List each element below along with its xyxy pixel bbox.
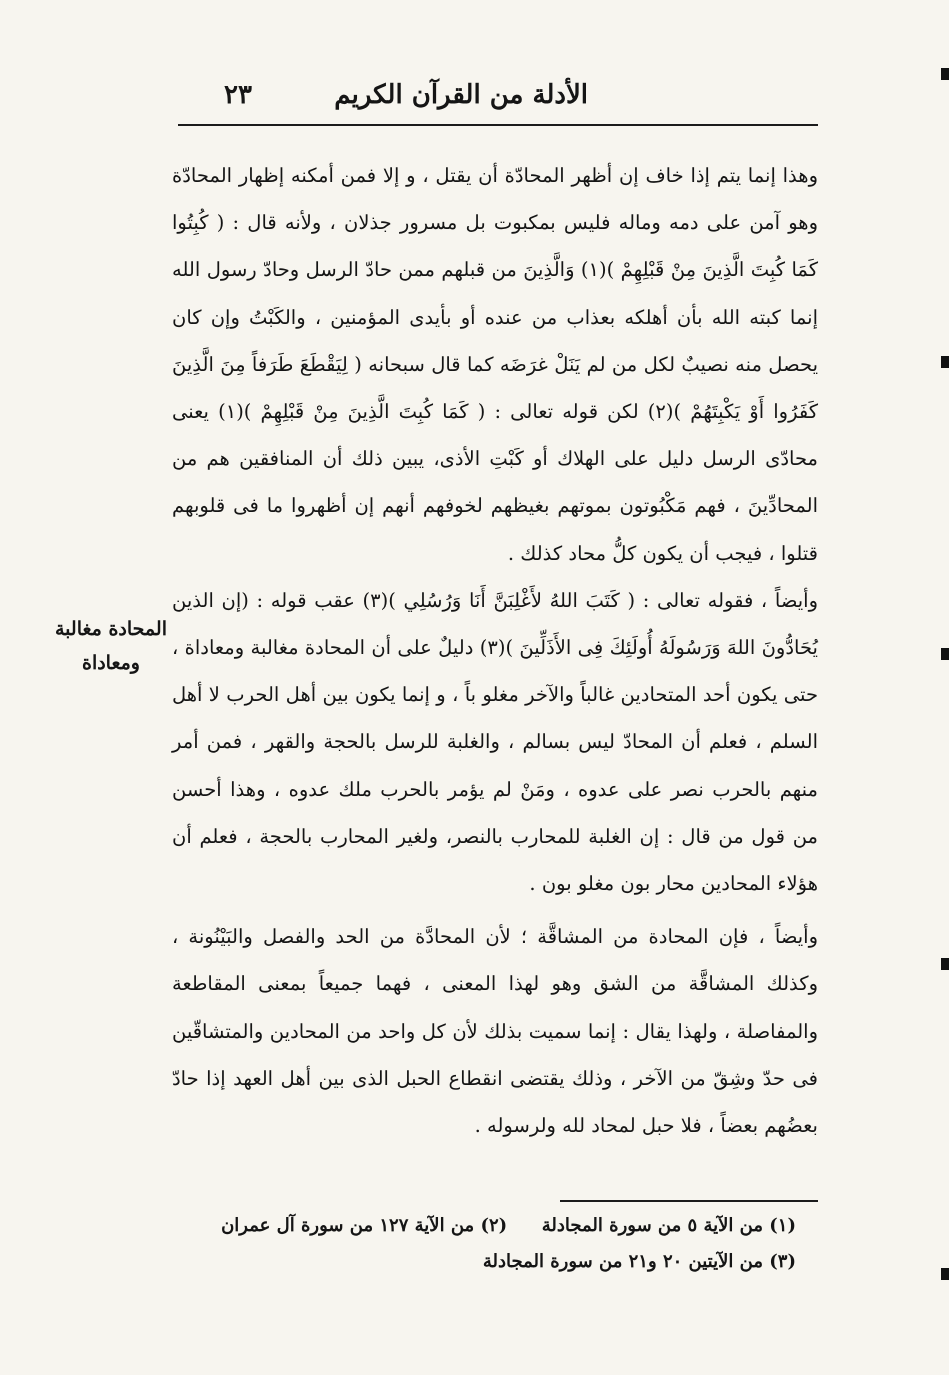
footnote-row-2 [160,1244,796,1280]
scan-edge-mark [941,1268,949,1280]
paragraph-1: وهذا إنما يتم إذا خاف إن أظهر المحادّة أن يقتل ، و إلا فمن أمكنه إظهار المحادّة وهو آمن على دمه وماله فليس بمكبوت بل مسرور جذلان ، ولأنه قال : ( كُبِتُوا كَمَا كُبِتَ الَّذِينَ مِنْ قَبْلِهِمْ )(١) وَالَّذِينَ من قبلهم ممن حادّ الرسل وحادّ رسول الله إنما كبته الله بأن أهلكه بعذاب من عنده أو بأيدى المؤمنين ، والكَبْتُ وإن كان يحصل منه نصيبٌ لكل من لم يَنَلْ غرَضَه كما قال سبحانه ( لِيَقْطَعَ طَرَفاً مِنَ الَّذِينَ كَفَرُوا أَوْ يَكْبِتَهُمْ )(٢) لكن قوله تعالى : ( كَمَا كُبِتَ الَّذِينَ مِنْ قَبْلِهِمْ )(١) يعنى محادّى الرسل دليل على الهلاك أو كَبْتِ الأذى، يبين ذلك أن المنافقين هم من المحادِّينَ ، فهم مَكْبُوتون بموتهم بغيظهم لخوفهم أنهم إن أظهروا ما فى قلوبهم قتلوا ، فيجب أن يكون كلُّ محاد كذلك . [172,164,818,565]
margin-note-line-2: ومعاداة [81,652,140,674]
page-number: ٢٣ [224,80,252,110]
footnote-2: (٢) من الآية ١٢٧ من سورة آل عمران [221,1215,508,1236]
footnote-row-1 [160,1208,796,1244]
paragraph-2: وأيضاً ، فقوله تعالى : ( كَتَبَ اللهُ لأَغْلِبَنَّ أَنَا وَرُسُلِي )(٣) عقب قوله : (إن الذين يُحَادُّونَ اللهَ وَرَسُولَهُ أُولَئِكَ فِى الأَذَلِّينَ )(٣) دليلٌ على أن المحادة مغالبة ومعاداة ، حتى يكون أحد المتحادين غالباً والآخر مغلو باً ، و إنما يكون بين أهل الحرب لا أهل السلم ، فعلم أن المحادّ ليس بسالم ، والغلبة للرسل بالحجة والقهر ، فمن أمر منهم بالحرب نصر على عدوه ، ومَنْ لم يؤمر بالحرب ملك عدوه ، وهذا أحسن من قول من قال : إن الغلبة للمحارب بالنصر، ولغير المحارب بالحجة ، فعلم أن هؤلاء المحادين محار بون مغلو بون . [172,588,818,896]
main-text [172,152,818,1149]
paragraph-3: وأيضاً ، فإن المحادة من المشاقَّة ؛ لأن المحادَّة من الحد والفصل والبَيْنُونة ، وكذلك المشاقَّة من الشق وهو لهذا المعنى ، فهما جميعاً بمعنى المقاطعة والمفاصلة ، ولهذا يقال : إنما سميت بذلك لأن كل واحد من المحادين والمتشاقّين فى حدّ وشِقّ من الآخر ، وذلك يقتضى انقطاع الحبل الذى بين أهل العهد إذا حادّ بعضُهم بعضاً ، فلا حبل لمحاد لله ولرسوله . [172,925,818,1138]
scan-edge-mark [941,648,949,660]
running-title: الأدلة من القرآن الكريم [334,80,588,110]
footnotes [160,1208,796,1280]
footnote-3: (٣) من الآيتين ٢٠ و٢١ من سورة المجادلة [482,1251,796,1272]
footnote-1: (١) من الآية ٥ من سورة المجادلة [541,1215,796,1236]
margin-note [52,612,170,680]
scan-edge-mark [941,68,949,80]
scan-edge-mark [941,958,949,970]
page-header [178,76,818,122]
scan-edge-mark [941,356,949,368]
footnote-rule [560,1200,818,1202]
header-rule [178,124,818,126]
margin-note-line-1: المحادة مغالبة [55,618,167,640]
